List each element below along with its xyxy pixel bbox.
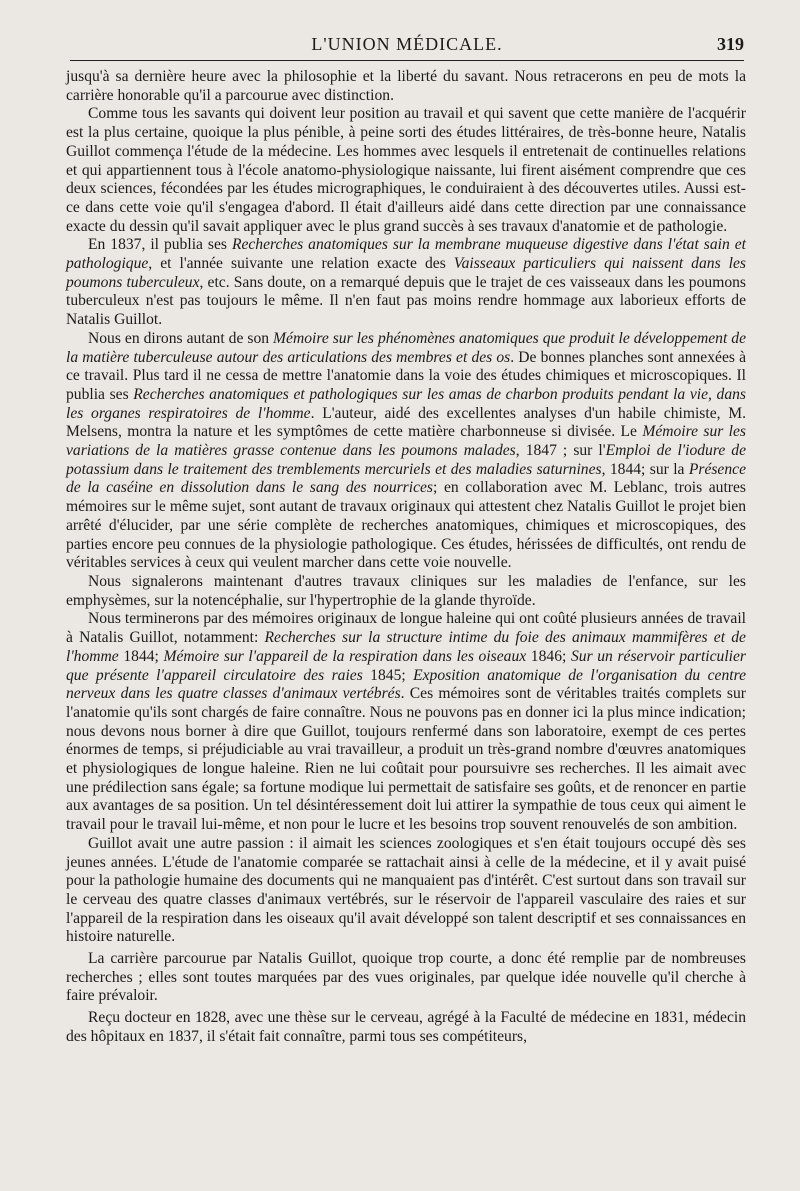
italic-title: Recherches sur la structure intime du foie des animaux mammifères et de l'homme — [66, 629, 746, 665]
italic-title: Mémoire sur l'appareil de la respiration dans les oiseaux — [163, 647, 527, 665]
text-run: 1845; — [362, 666, 414, 684]
paragraph — [66, 1009, 746, 1046]
text-run: 1846; — [526, 647, 571, 665]
italic-title: Sur un réservoir particulier que présente l'appareil circulatoire des raies — [66, 647, 746, 684]
text-run: 1844; — [118, 647, 164, 665]
paragraph — [66, 950, 746, 1006]
italic-title: Mémoire sur les phénomènes anatomiques que produit le développement de la matière tuberculeuse autour des articulations des membres et des os — [66, 329, 746, 366]
text-run: . Ces mémoires sont de véritables traités complets sur l'anatomie qu'ils sont chargés de faire connaître. Nous ne pouvons pas en donner ici la plus mince indication; nous devons nous borner à dire que Guillot, toujours renfermé dans son laboratoire, exempt de ces pertes énormes de temps, si préjudiciable au vrai travailleur, a produit un très-grand nombre d'œuvres anatomiques et physiologiques de longue haleine. Rien ne lui coûtait pour poursuivre ses recherches. Il les aimait avec une prédilection sans égale; sa fortune modique lui permettait de satisfaire ses goûts, et de renoncer en partie aux avantages de sa position. Un tel désintéressement doit lui attirer la sympathie de tous ceux qui aiment le travail pour le travail lui-même, et non pour le lucre et les besoins trop souvent renouvelés de son ambition. — [66, 685, 746, 834]
paragraph — [66, 835, 746, 947]
text-run: , 1844; sur la — [601, 460, 689, 478]
text-run: , 1847 ; sur l' — [515, 442, 606, 460]
italic-title: Présence de la caséine en dissolution dans le sang des nourrices — [66, 460, 746, 497]
paragraph — [66, 68, 746, 105]
text-run: , etc. Sans doute, on a remarqué depuis que le trajet de ces vaisseaux dans les poumons tuberculeux n'est pas toujours le même. Il n'en faut pas moins rendre hommage aux laborieux efforts de Natalis Guillot. — [66, 273, 746, 329]
paragraph — [66, 610, 746, 834]
paragraph — [66, 573, 746, 610]
text-run: La carrière parcourue par Natalis Guillot, quoique trop courte, a donc été remplie par de nombreuses recherches ; elles sont toutes marquées par des vues originales, par quelque idée nouvelle qu'il cherche à faire prévaloir. — [66, 950, 746, 1005]
article-body — [66, 68, 746, 1047]
italic-title: Exposition anatomique de l'organisation du centre nerveux dans les quatre classes d'animaux vertébrés — [66, 666, 746, 703]
paragraph — [66, 330, 746, 573]
text-run: . L'auteur, aidé des excellentes analyses d'un habile chimiste, M. Melsens, montra la nature et les symptômes de cette matière charbonneuse si divisée. Le — [66, 404, 746, 441]
text-run: Comme tous les savants qui doivent leur position au travail et qui savent que cette manière de l'acquérir est la plus certaine, quoique la plus pénible, à peine sorti des études littéraires, de très-bonne heure, Natalis Guillot commença l'étude de la médecine. Les hommes avec lesquels il entretenait de continuelles relations et qui appartiennent tous à l'école anatomo-physiologique naissante, lui firent aisément comprendre que ces deux sciences, fécondées par les études micrographiques, le conduiraient à des découvertes utiles. Aussi est-ce dans cette voie qu'il s'engagea d'abord. Il était d'ailleurs aidé dans cette direction par une connaissance exacte du dessin qu'il savait appliquer avec le plus grand succès à ses travaux d'anatomie et de pathologie. — [66, 105, 746, 235]
text-run: Guillot avait une autre passion : il aimait les sciences zoologiques et s'en était toujours occupé dès ses jeunes années. L'étude de l'anatomie comparée se rattachait ainsi à celle de la médecine, et il y avait puisé pour la pathologie humaine des documents qui ne manquaient pas d'intérêt. C'est surtout dans son travail sur le cerveau des quatre classes d'animaux vertébrés, sur le réservoir de l'appareil vasculaire des raies et sur l'appareil de la respiration dans les oiseaux qu'il avait développé son talent descriptif et ses connaissances en histoire naturelle. — [66, 834, 746, 946]
text-run: Reçu docteur en 1828, avec une thèse sur le cerveau, agrégé à la Faculté de médecine en 1831, médecin des hôpitaux en 1837, il s'était fait connaître, parmi tous ses compétiteurs, — [66, 1009, 746, 1045]
italic-title: Mémoire sur les variations de la matières grasse contenue dans les poumons malades — [66, 423, 746, 460]
paragraph — [66, 236, 746, 330]
journal-title: L'UNION MÉDICALE. — [311, 34, 503, 54]
text-run: Nous en dirons autant de son — [88, 329, 274, 347]
italic-title: Vaisseaux particuliers qui naissent dans les poumons tuberculeux — [66, 255, 746, 291]
italic-title: Recherches anatomiques sur la membrane muqueuse digestive dans l'état sain et pathologique — [66, 236, 746, 273]
page-number: 319 — [717, 34, 744, 54]
text-run: , et l'année suivante une relation exacte des — [148, 255, 454, 273]
paragraph — [66, 105, 746, 236]
text-run: En 1837, il publia ses — [88, 236, 232, 254]
italic-title: Recherches anatomiques et pathologiques sur les amas de charbon produits pendant la vie, dans les organes respiratoires de l'homme — [66, 385, 746, 422]
text-run: Nous signalerons maintenant d'autres travaux cliniques sur les maladies de l'enfance, sur les emphysèmes, sur la notencéphalie, sur l'hypertrophie de la glande thyroïde. — [66, 572, 746, 609]
italic-title: Emploi de l'iodure de potassium dans le traitement des tremblements mercuriels et des maladies saturnines — [66, 442, 747, 478]
text-run: jusqu'à sa dernière heure avec la philosophie et la liberté du savant. Nous retracerons en peu de mots la carrière honorable qu'il a parcourue avec distinction. — [66, 68, 746, 104]
text-run: . De bonnes planches sont annexées à ce travail. Plus tard il ne cessa de mettre l'anatomie dans la voie des études chimiques et microscopiques. Il publia ses — [66, 348, 747, 403]
text-run: Nous terminerons par des mémoires originaux de longue haleine qui ont coûté plusieurs années de travail à Natalis Guillot, notamment: — [66, 610, 746, 647]
running-header — [70, 30, 744, 61]
text-run: ; en collaboration avec M. Leblanc, trois autres mémoires sur le même sujet, sont autant de travaux originaux qui attestent chez Natalis Guillot le projet bien arrêté d'élucider, par une série complète de recherches anatomiques, chimiques et microscopiques, des parties encore peu connues de la physiologie pathologique. Ces études, hérissées de difficultés, ont rendu de véritables services à ceux qui veulent marcher dans cette voie nouvelle. — [66, 479, 746, 572]
